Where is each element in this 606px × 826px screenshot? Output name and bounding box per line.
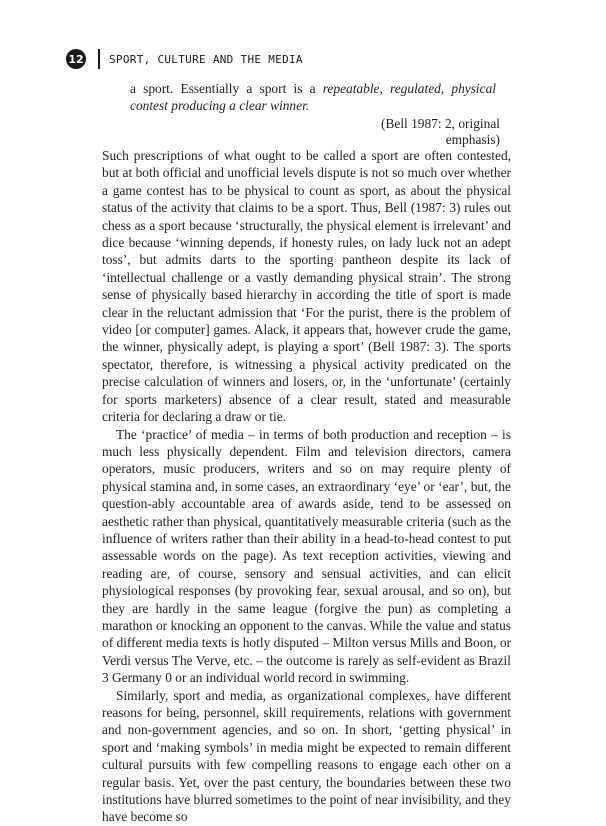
quote-citation: (Bell 1987: 2, original emphasis)	[380, 116, 500, 147]
quote-emphasis: repeatable, regulated, physical contest producing a clear winner.	[130, 81, 496, 114]
paragraph: Similarly, sport and media, as organizational complexes, have different reasons for being, personnel, skill requirements, relations with government and non-government agencies, and so on. In short, ‘getting physical’ in sport and ‘making symbols’ in media might be expected to remain different cultural pursuits with few compelling reasons to engage each other on a regular basis. Yet, over the past century, the boundaries between these two institutions have blurred sometimes to the point of near invisibility, and they have become so	[102, 687, 511, 825]
block-quote	[130, 80, 496, 115]
paragraph: The ‘practice’ of media – in terms of both production and reception – is much less physically dependent. Film and television directors, camera operators, music producers, writers and so on may require plenty of physical stamina and, in some cases, an extraordinary ‘eye’ or ‘ear’, but, the question-ably accountable area of awards aside, tend to be assessed on aesthetic rather than physical, quantitatively measurable criteria (such as the influence of writers rather than their ability in a head-to-head contest to put assessable words on the page). As text reception activities, viewing and reading are, of course, sensory and sensual activities, and can elicit physiological responses (by provoking fear, sexual arousal, and so on), but they are hardly in the same league (forgive the pun) as completing a marathon or knocking an opponent to the canvas. While the value and status of different media texts is hotly disputed – Milton versus Mills and Boon, or Verdi versus The Verve, etc. – the outcome is rarely as self-evident as Brazil 3 Germany 0 or an individual world record in swimming.	[102, 426, 511, 686]
page-number: 12	[66, 49, 86, 69]
body-text	[102, 147, 511, 826]
paragraph: Such prescriptions of what ought to be called a sport are often contested, but at both official and unofficial levels dispute is not so much over whether a game contest has to be physical to count as sport, as about the physical status of the activity that claims to be a sport. Thus, Bell (1987: 3) rules out chess as a sport because ‘structurally, the physical element is irrelevant’ and dice because ‘winning depends, if honesty rules, on lady luck not an adept toss’, but admits darts to the sporting pantheon despite its lack of ‘intellectual challenge or a vastly demanding physical strain’. The strong sense of physically based hierarchy in according the title of sport is made clear in the reluctant admission that ‘For the purist, there is the problem of video [or computer] games. Alack, it appears that, however crude the game, the winner, physically adept, is playing a sport’ (Bell 1987: 3). The sports spectator, therefore, is witnessing a physical activity predicated on the precise calculation of winners and losers, or, in the ‘unfortunate’ (certainly for sports marketers) absence of a clear result, stated and measurable criteria for declaring a draw or tie.	[102, 148, 511, 425]
header-divider	[98, 49, 100, 69]
quote-lead: a sport. Essentially a sport is a	[130, 81, 323, 96]
running-title: SPORT, CULTURE AND THE MEDIA	[109, 52, 303, 66]
running-header	[66, 48, 303, 70]
